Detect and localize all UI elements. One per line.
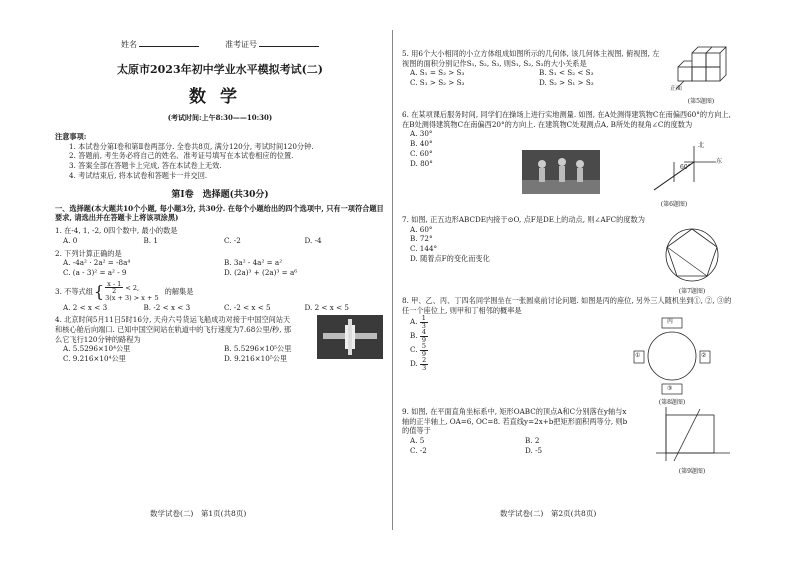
option-b: B. -2 < x < 3: [143, 302, 191, 312]
option-c: C. (a - 3)² = a² - 9: [63, 268, 127, 278]
option-c: C. $\frac{5}{9}$: [410, 342, 426, 358]
footer-left: 数学试卷(二) 第1页(共8页): [150, 509, 247, 518]
question-5: 5. 用6个大小相同的小立方体组成如图所示的几何体, 该几何体主视图, 俯视图, 左视图的面积分别记作S₁, S₂, S₃, 则S₁, S₂, S₃的大小关系是 A. S₁ = S₂ > S₃ B. S₁ < S₂ < S₃ C. S₁ > S₂ > S₃ D. S₂ > S₁ > S₃ 正面 (第5题图): [402, 49, 732, 107]
note-item: 3. 答案全部在答题卡上完成, 答在本试卷上无效.: [69, 161, 222, 171]
question-9: 9. 如图, 在平面直角坐标系中, 矩形OABC的顶点A和C分别落在y轴与x轴的正半轴上, OA=6, OC=8. 若直线y=2x+b把矩形面积两等分, 则b的值等于 A. 5 B. 2 C. -2 D. -5 (第9题图): [402, 407, 732, 456]
exam-title: 太原市2023年初中学业水平模拟考试(二): [116, 62, 324, 76]
option-b: B. 72°: [410, 234, 433, 244]
direction-diagram: [624, 142, 724, 198]
east-label: 东: [716, 158, 723, 165]
note-item: 1. 本试卷分第Ⅰ卷和第Ⅱ卷两部分. 全卷共8页, 满分120分, 考试时间120分钟.: [69, 141, 314, 151]
option-d: D. -4: [304, 235, 322, 245]
option-b: B. 2: [525, 436, 540, 446]
seat-1: ①: [635, 352, 641, 359]
option-d: D. -5: [525, 445, 543, 455]
note-item: 4. 考试结束后, 将本试卷和答题卡一并交回.: [69, 170, 208, 180]
option-d: D. $\frac{2}{3}$: [410, 356, 427, 372]
name-field[interactable]: 姓名: [121, 38, 199, 51]
option-a: A. -4a² · 2a² = -8a⁴: [63, 258, 131, 268]
option-d: D. 2 < x < 5: [304, 302, 349, 312]
subject-title: 数学: [189, 86, 251, 107]
seat-bing: 丙: [667, 318, 674, 325]
question-4: 4. 北京时间5月11日5时16分, 天舟六号货运飞船成功对接于中国空间站天和核心舱后向端口. 已知中国空间站在轨道中的飞行速度为7.68公里/秒, 那么它飞行120分钟的路程为 A. 5.5296×10⁴公里 B. 5.5296×10⁵公里 C. 9.216×10⁴公里 D. 9.216×10⁵公里: [55, 315, 385, 364]
coordinate-rectangle-diagram: [652, 405, 732, 465]
seat-3: ③: [667, 385, 673, 392]
right-column: [402, 46, 732, 475]
option-c: C. -2: [224, 235, 241, 245]
figure-7: (第7题图): [652, 223, 732, 296]
option-d: D. (2a)³ + (2a)³ = a⁶: [224, 268, 298, 278]
option-a: A. 60°: [410, 224, 433, 234]
candidate-info: [55, 38, 385, 51]
figure-9: (第9题图): [652, 405, 732, 476]
question-2: 2. 下列计算正确的是 A. -4a² · 2a² = -8a⁴ B. 3a² - 4a² = a² C. (a - 3)² = a² - 9 D. (2a)³ + (2a)³ = a⁶: [55, 249, 385, 278]
option-b: B. S₁ < S₂ < S₃: [539, 68, 594, 78]
option-c: C. -2 < x < 5: [224, 302, 271, 312]
section-intro: 一、选择题(本大题共10个小题, 每小题3分, 共30分. 在每个小题给出的四个选项中, 只有一项符合题目要求, 请选出并在答题卡上将该项涂黑): [55, 203, 384, 223]
figure-6: 北 东 60° (第6题图): [624, 142, 724, 209]
option-d: D. 随着点F的变化而变化: [410, 253, 490, 263]
option-a: A. 0: [63, 235, 78, 245]
option-b: B. 40°: [410, 139, 433, 149]
option-a: A. $\frac{1}{3}$: [410, 314, 426, 330]
exam-number-field[interactable]: 准考证号: [225, 38, 319, 51]
option-b: B. 1: [143, 235, 158, 245]
question-6: 6. 在某项课后服务时间, 同学们在操场上进行实地测量. 如图, 在A处测得建筑物C在南偏西60°的方向上, 在B处测得建筑物C在南偏西20°的方向上. 在建筑物C处观测点A, B所处的视角∠C的度数为 A. 30° B. 40° C. 60° D. 80° 北 东 60° (第6题图): [402, 110, 731, 208]
question-8: 8. 甲、乙、丙、丁四名同学围坐在一张圆桌前讨论问题. 如图是丙的座位, 另外三人随机坐到①, ②, ③的任一个座位上, 则甲和丁相邻的概率是 A. $\frac{1}{3}$ B. $\frac{4}{9}$ C. $\frac{5}{9}$ D. $\frac{2}{3}$ 丙 ① ② ③ (第8题图): [402, 296, 732, 406]
question-7: 7. 如图, 正五边形ABCDE内接于⊙O, 点F是DE上的动点, 则∠AFC的度数为 A. 60° B. 72° C. 144° D. 随着点F的变化而变化 (第7题图): [402, 215, 732, 293]
option-c: C. S₁ > S₂ > S₃: [410, 78, 465, 88]
option-a: A. 5.5296×10⁴公里: [63, 344, 131, 354]
option-a: A. 30°: [410, 129, 433, 139]
option-d: D. 9.216×10⁵公里: [224, 354, 288, 364]
option-c: C. 144°: [410, 244, 438, 254]
option-c: C. 9.216×10⁴公里: [63, 354, 126, 364]
round-table-diagram: [632, 316, 712, 396]
option-b: B. $\frac{4}{9}$: [410, 328, 427, 344]
option-c: C. -2: [410, 445, 427, 455]
option-c: C. 60°: [410, 148, 433, 158]
option-a: A. 5: [410, 436, 425, 446]
figure-8: 丙 ① ② ③ (第8题图): [632, 316, 712, 407]
figure-5: 正面 (第5题图): [670, 45, 732, 106]
exam-time: (考试时间:上午8:30——10:30): [167, 112, 273, 122]
question-1: 1. 在-4, 1, -2, 0四个数中, 最小的数是 A. 0 B. 1 C. -2 D. -4: [55, 226, 385, 245]
option-a: A. S₁ = S₂ > S₃: [410, 68, 465, 78]
pentagon-circle-diagram: [652, 223, 732, 285]
notes-heading: 注意事项:: [55, 132, 87, 142]
left-column: [55, 38, 385, 364]
section-title: 第Ⅰ卷 选择题(共30分): [171, 189, 269, 200]
students-photo: [522, 150, 600, 194]
option-a: A. 2 < x < 3: [63, 302, 108, 312]
column-divider: [392, 30, 393, 530]
footer-right: 数学试卷(二) 第2页(共8页): [500, 509, 597, 518]
option-d: D. 80°: [410, 158, 433, 168]
option-d: D. S₂ > S₁ > S₃: [539, 78, 594, 88]
north-label: 北: [698, 142, 705, 149]
option-b: B. 3a² - 4a² = a²: [224, 258, 283, 268]
question-3: 3. 不等式组 { $\frac{x - 1}{2}$ < 2, 3(x + 3) > x + 5 的解集是 A. 2 < x < 3 B. -2 < x < 3 C. -2 < x < 5 D. 2 < x < 5: [55, 281, 385, 313]
note-item: 2. 答题前, 考生务必将自己的姓名、准考证号填写在本试卷相应的位置.: [69, 151, 294, 161]
seat-2: ②: [701, 352, 707, 359]
option-b: B. 5.5296×10⁵公里: [224, 344, 292, 354]
angle-label: 60°: [680, 164, 691, 171]
space-station-photo: [317, 315, 383, 359]
